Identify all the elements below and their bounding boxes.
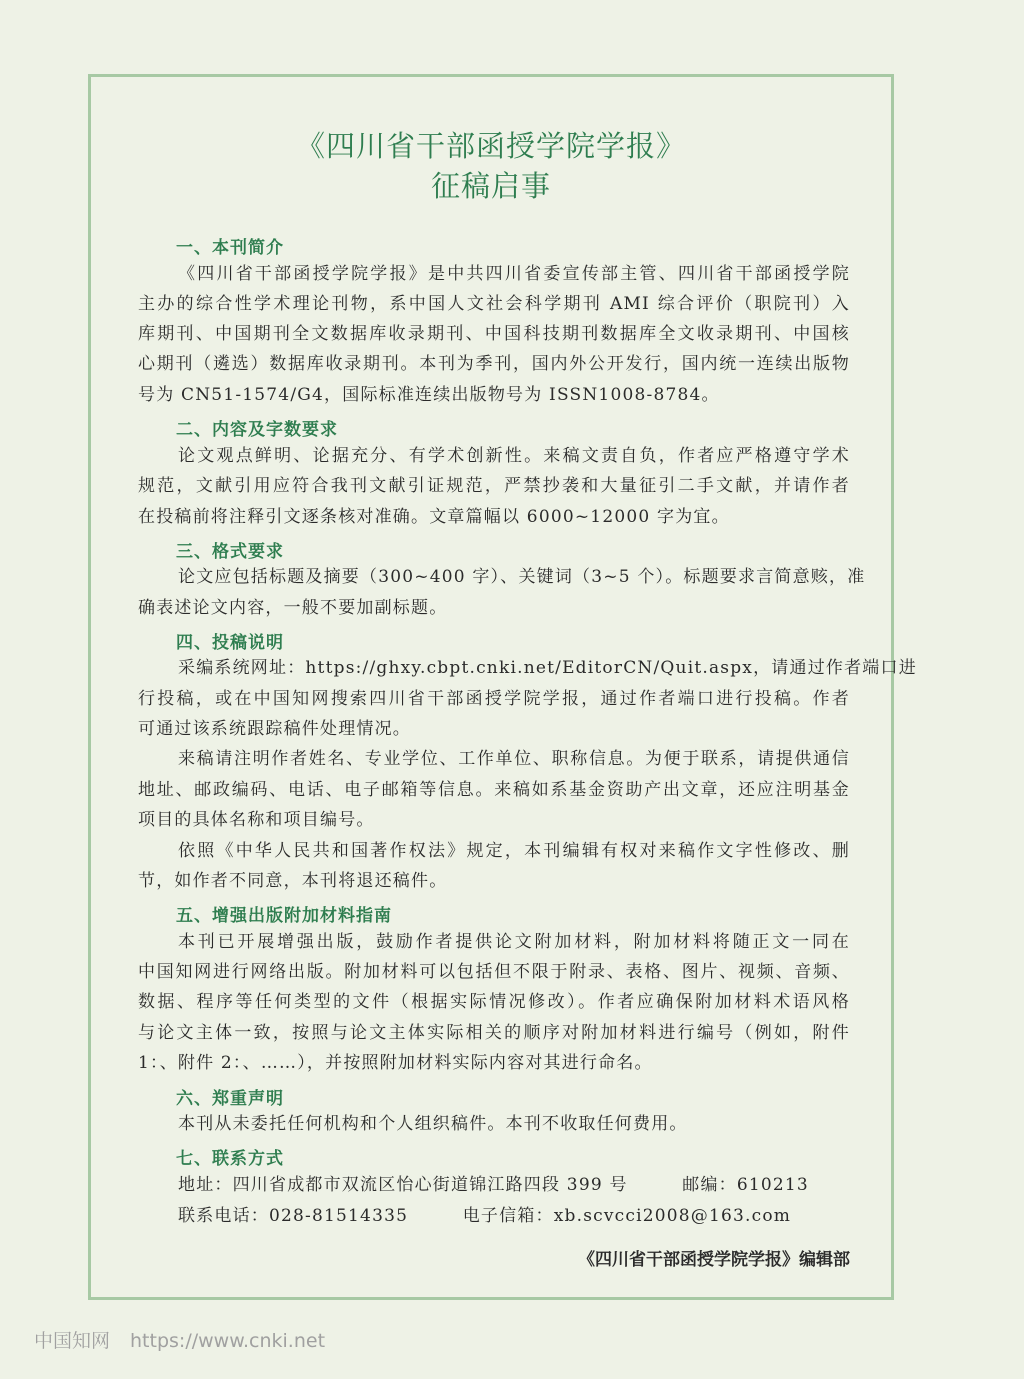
journal-title: 《四川省干部函授学院学报》	[295, 129, 686, 163]
body-line: 与论文主体一致，按照与论文主体实际相关的顺序对附加材料进行编号（例如，附件	[138, 1023, 850, 1043]
body-line: 库期刊、中国期刊全文数据库收录期刊、中国科技期刊数据库全文收录期刊、中国核	[138, 324, 850, 344]
section-heading-enhanced: 五、增强出版附加材料指南	[176, 906, 392, 926]
body-line: 论文观点鲜明、论据充分、有学术创新性。来稿文责自负，作者应严格遵守学术	[178, 446, 850, 466]
body-line: 主办的综合性学术理论刊物，系中国人文社会科学期刊 AMI 综合评价（职院刊）入	[138, 294, 850, 314]
watermark-brand: 中国知网	[34, 1330, 111, 1352]
body-line: 行投稿，或在中国知网搜索四川省干部函授学院学报，通过作者端口进行投稿。作者	[138, 689, 850, 709]
section-heading-statement: 六、郑重声明	[176, 1089, 284, 1109]
section-heading-contact: 七、联系方式	[176, 1149, 284, 1169]
body-line: 《四川省干部函授学院学报》是中共四川省委宣传部主管、四川省干部函授学院	[178, 264, 850, 284]
section-heading-format: 三、格式要求	[176, 542, 284, 562]
notice-title: 征稿启事	[430, 169, 551, 203]
body-line: 数据、程序等任何类型的文件（根据实际情况修改）。作者应确保附加材料术语风格	[138, 992, 850, 1012]
watermark	[34, 1326, 325, 1353]
contact-phone-email: 联系电话：028-81514335 电子信箱：xb.scvcci2008@163.com	[178, 1206, 792, 1226]
contact-address: 地址：四川省成都市双流区怡心街道锦江路四段 399 号 邮编：610213	[178, 1175, 809, 1195]
body-line: 规范，文献引用应符合我刊文献引证规范，严禁抄袭和大量征引二手文献，并请作者	[138, 476, 850, 496]
body-line: 本刊已开展增强出版，鼓励作者提供论文附加材料，附加材料将随正文一同在	[178, 932, 850, 952]
watermark-url[interactable]: https://www.cnki.net	[130, 1330, 326, 1352]
body-line: 地址、邮政编码、电话、电子邮箱等信息。来稿如系基金资助产出文章，还应注明基金	[138, 780, 850, 800]
body-line: 项目的具体名称和项目编号。	[138, 810, 375, 830]
editorial-signature: 《四川省干部函授学院学报》编辑部	[578, 1250, 850, 1270]
section-heading-submission: 四、投稿说明	[176, 633, 284, 653]
body-line: 中国知网进行网络出版。附加材料可以包括但不限于附录、表格、图片、视频、音频、	[138, 962, 850, 982]
section-heading-content: 二、内容及字数要求	[176, 420, 338, 440]
body-line: 采编系统网址：https://ghxy.cbpt.cnki.net/EditorCN/Quit.aspx，请通过作者端口进	[178, 658, 917, 678]
body-line: 号为 CN51-1574/G4，国际标准连续出版物号为 ISSN1008-8784。	[138, 385, 720, 405]
body-line: 来稿请注明作者姓名、专业学位、工作单位、职称信息。为便于联系，请提供通信	[178, 749, 850, 769]
body-line: 在投稿前将注释引文逐条核对准确。文章篇幅以 6000~12000 字为宜。	[138, 507, 730, 527]
body-line: 确表述论文内容，一般不要加副标题。	[138, 598, 448, 618]
body-line: 1：、附件 2：、……），并按照附加材料实际内容对其进行命名。	[138, 1053, 653, 1073]
body-line: 依照《中华人民共和国著作权法》规定，本刊编辑有权对来稿作文字性修改、删	[178, 841, 850, 861]
body-line: 可通过该系统跟踪稿件处理情况。	[138, 719, 411, 739]
body-line: 心期刊（遴选）数据库收录期刊。本刊为季刊，国内外公开发行，国内统一连续出版物	[138, 354, 850, 374]
section-heading-intro: 一、本刊简介	[176, 238, 284, 258]
body-line: 节，如作者不同意，本刊将退还稿件。	[138, 871, 448, 891]
body-line: 本刊从未委托任何机构和个人组织稿件。本刊不收取任何费用。	[178, 1114, 688, 1134]
body-line: 论文应包括标题及摘要（300~400 字）、关键词（3~5 个）。标题要求言简意赅，准	[178, 567, 866, 587]
